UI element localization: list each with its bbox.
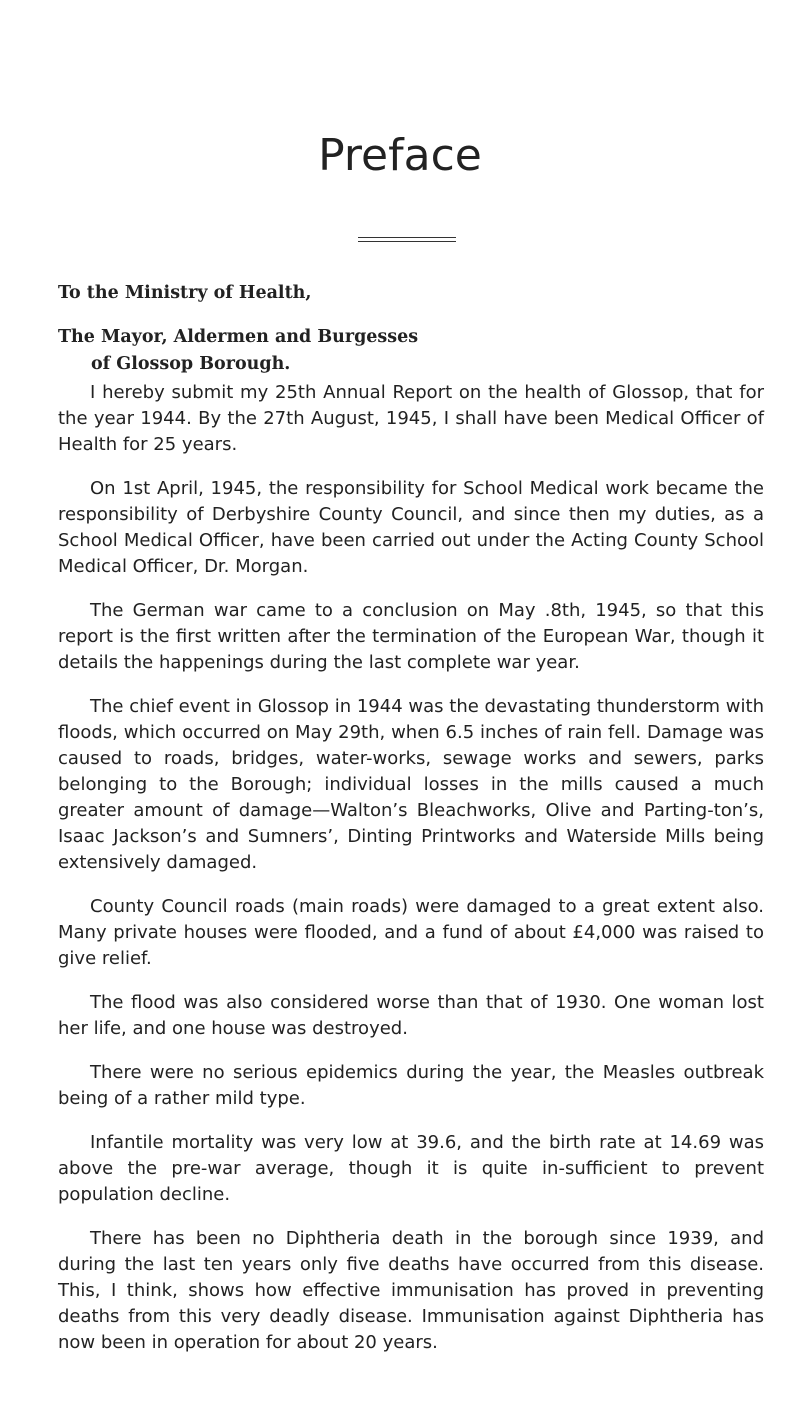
addressee-ministry: To the Ministry of Health, [58, 283, 312, 303]
paragraph-german-war: The German war came to a conclusion on May .8th, 1945, so that this report is the first written after the termination of the European War, though it details the happenings during the last complete war year. [58, 600, 764, 673]
paragraph-school-medical: On 1st April, 1945, the responsibility for School Medical work became the responsibility of Derbyshire County Council, and since then my duties, as a School Medical Officer, have been carried out under the Acting County School Medical Officer, Dr. Morgan. [58, 478, 764, 577]
page-title: Preface [318, 130, 482, 181]
title-underline-bottom [358, 241, 456, 242]
report-body [58, 380, 764, 1374]
paragraph-annual-report: I hereby submit my 25th Annual Report on the health of Glossop, that for the year 1944. By the 27th August, 1945, I shall have been Medical Officer of Health for 25 years. [58, 382, 764, 455]
paragraph-county-roads: County Council roads (main roads) were damaged to a great extent also. Many private houses were flooded, and a fund of about £4,000 was raised to give relief. [58, 896, 764, 969]
paragraph-epidemics: There were no serious epidemics during the year, the Measles outbreak being of a rather mild type. [58, 1062, 764, 1109]
paragraph-thunderstorm: The chief event in Glossop in 1944 was the devastating thunderstorm with floods, which occurred on May 29th, when 6.5 inches of rain fell. Damage was caused to roads, bridges, water-works, sewage works and sewers, parks belonging to the Borough; individual losses in the mills caused a much greater amount of damage—Walton’s Bleachworks, Olive and Parting-ton’s, Isaac Jackson’s and Sumners’, Dinting Printworks and Waterside Mills being extensively damaged. [58, 696, 764, 873]
paragraph-infant-mortality: Infantile mortality was very low at 39.6, and the birth rate at 14.69 was above the pre-war average, though it is quite in-sufficient to prevent population decline. [58, 1132, 764, 1205]
addressee-mayor: The Mayor, Aldermen and Burgesses [58, 327, 419, 347]
title-underline-top [358, 237, 456, 238]
paragraph-flood-comparison: The flood was also considered worse than that of 1930. One woman lost her life, and one house was destroyed. [58, 992, 764, 1039]
paragraph-diphtheria: There has been no Diphtheria death in the borough since 1939, and during the last ten years only five deaths have occurred from this disease. This, I think, shows how effective immunisation has proved in preventing deaths from this very deadly disease. Immunisation against Diphtheria has now been in operation for about 20 years. [58, 1228, 764, 1353]
addressee-borough: of Glossop Borough. [91, 354, 291, 374]
